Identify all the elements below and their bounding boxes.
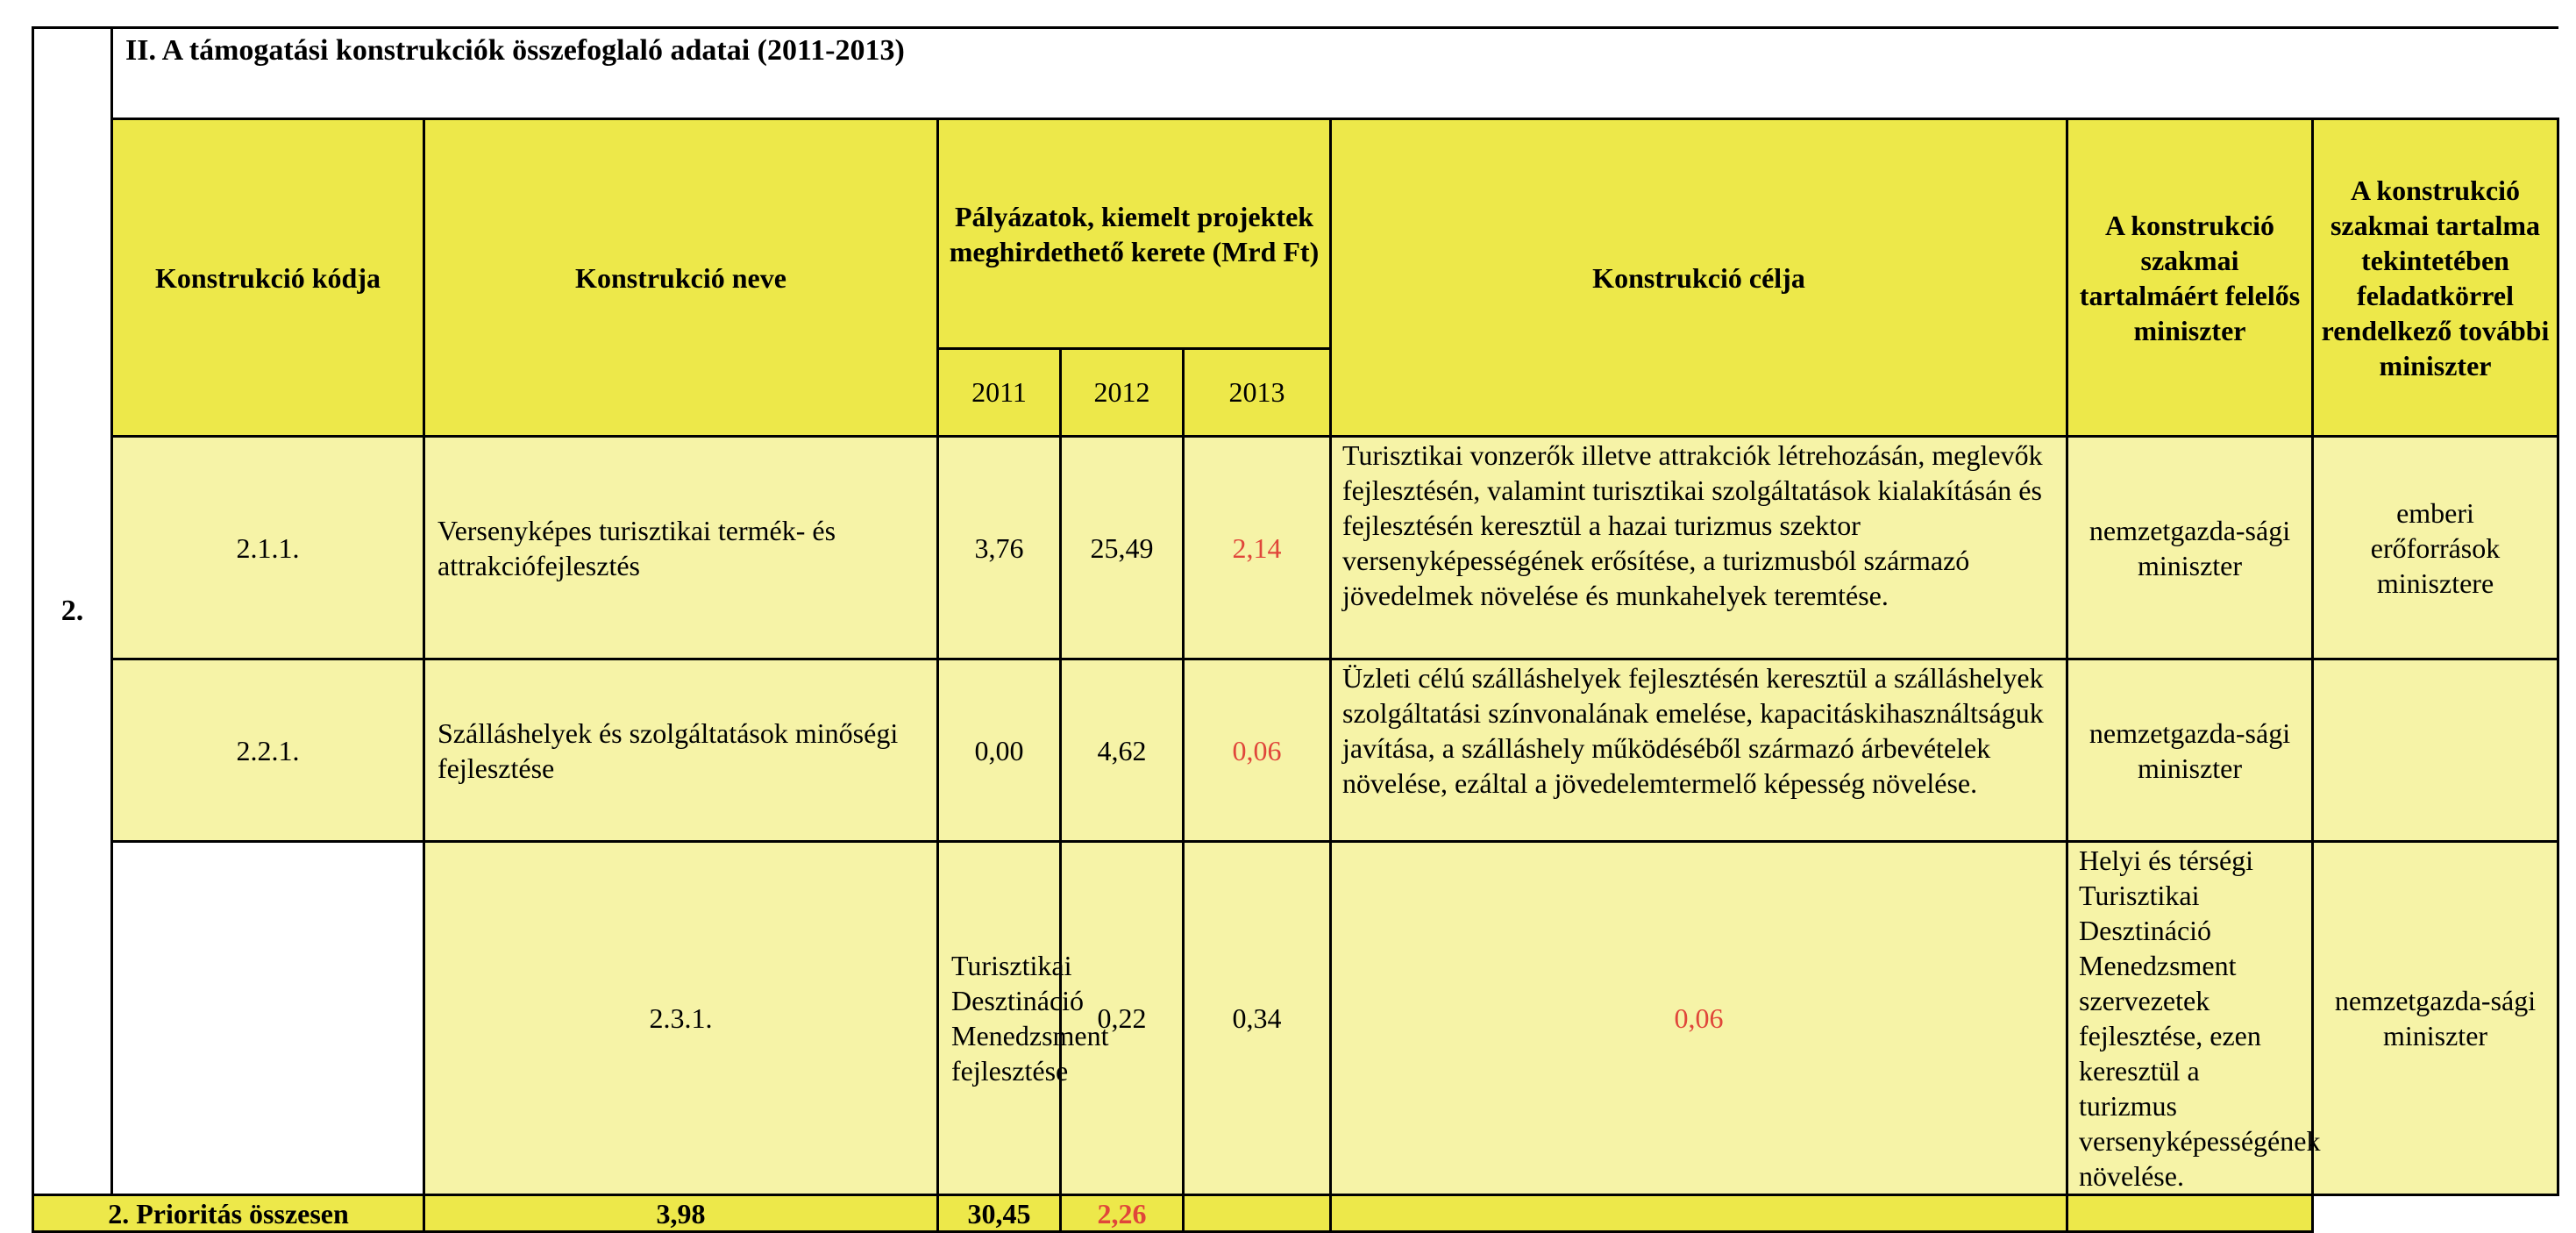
row-minister: nemzetgazda-sági miniszter	[2313, 842, 2558, 1195]
section-number: 2.	[33, 28, 112, 1195]
row-name: Szálláshelyek és szolgáltatások minőségi fejlesztése	[424, 659, 938, 842]
total-other-minister-empty	[2067, 1195, 2313, 1232]
header-name: Konstrukció neve	[424, 119, 938, 437]
table-title: II. A támogatási konstrukciók összefoglaló adatai (2011-2013)	[112, 28, 2558, 119]
total-goal-empty	[1184, 1195, 1331, 1232]
row-code: 2.2.1.	[112, 659, 424, 842]
row-minister: nemzetgazda-sági miniszter	[2067, 659, 2313, 842]
row-goal: Üzleti célú szálláshelyek fejlesztésén keresztül a szálláshelyek szolgáltatási színvonalának emelése, kapacitáskihasználtságuk javítása, a szálláshely működéséből származó árbevételek növelése, ezáltal a jövedelemtermelő képesség növelése.	[1331, 659, 2067, 842]
row-goal: Helyi és térségi Turisztikai Desztináció Menedzsment szervezetek fejlesztése, ezen keresztül a turizmus versenyképességének növelése.	[2067, 842, 2313, 1195]
table-row	[33, 659, 2558, 842]
row-name: Versenyképes turisztikai termék- és attrakciófejlesztés	[424, 437, 938, 659]
total-value-2013: 2,26	[1061, 1195, 1184, 1232]
total-row	[33, 1195, 2558, 1232]
row-value-2013: 0,06	[1331, 842, 2067, 1195]
support-constructions-table	[32, 26, 2559, 1233]
row-other-minister	[2313, 659, 2558, 842]
total-minister-empty	[1331, 1195, 2067, 1232]
header-year-2013: 2013	[1184, 349, 1331, 437]
header-other-minister: A konstrukció szakmai tartalma tekintetében feladatkörrel rendelkező további miniszter	[2313, 119, 2558, 437]
row-value-2012: 4,62	[1061, 659, 1184, 842]
row-value-2011: 0,22	[1061, 842, 1184, 1195]
row-value-2012: 25,49	[1061, 437, 1184, 659]
document-frame	[32, 26, 2557, 1229]
header-minister: A konstrukció szakmai tartalmáért felelős miniszter	[2067, 119, 2313, 437]
total-value-2011: 3,98	[424, 1195, 938, 1232]
row-value-2012: 0,34	[1184, 842, 1331, 1195]
row-code: 2.1.1.	[112, 437, 424, 659]
header-year-2012: 2012	[1061, 349, 1184, 437]
table-row	[33, 842, 2558, 1195]
total-value-2012: 30,45	[938, 1195, 1061, 1232]
row-other-minister: emberi erőforrások minisztere	[2313, 437, 2558, 659]
row-value-2011: 3,76	[938, 437, 1061, 659]
header-goal: Konstrukció célja	[1331, 119, 2067, 437]
header-budget: Pályázatok, kiemelt projektek meghirdethető kerete (Mrd Ft)	[938, 119, 1331, 349]
row-minister: nemzetgazda-sági miniszter	[2067, 437, 2313, 659]
table-row	[33, 437, 2558, 659]
row-goal: Turisztikai vonzerők illetve attrakciók létrehozásán, meglevők fejlesztésén, valamint turisztikai szolgáltatások kialakításán és fejlesztésén keresztül a hazai turizmus szektor versenyképességének erősítése, a turizmusból származó jövedelmek növelése és munkahelyek teremtése.	[1331, 437, 2067, 659]
row-value-2011: 0,00	[938, 659, 1061, 842]
row-name: Turisztikai Desztináció Menedzsment fejlesztése	[938, 842, 1061, 1195]
header-year-2011: 2011	[938, 349, 1061, 437]
header-code: Konstrukció kódja	[112, 119, 424, 437]
row-code: 2.3.1.	[424, 842, 938, 1195]
section-spacer	[112, 842, 424, 1195]
row-value-2013: 2,14	[1184, 437, 1331, 659]
row-value-2013: 0,06	[1184, 659, 1331, 842]
total-label: 2. Prioritás összesen	[33, 1195, 424, 1232]
